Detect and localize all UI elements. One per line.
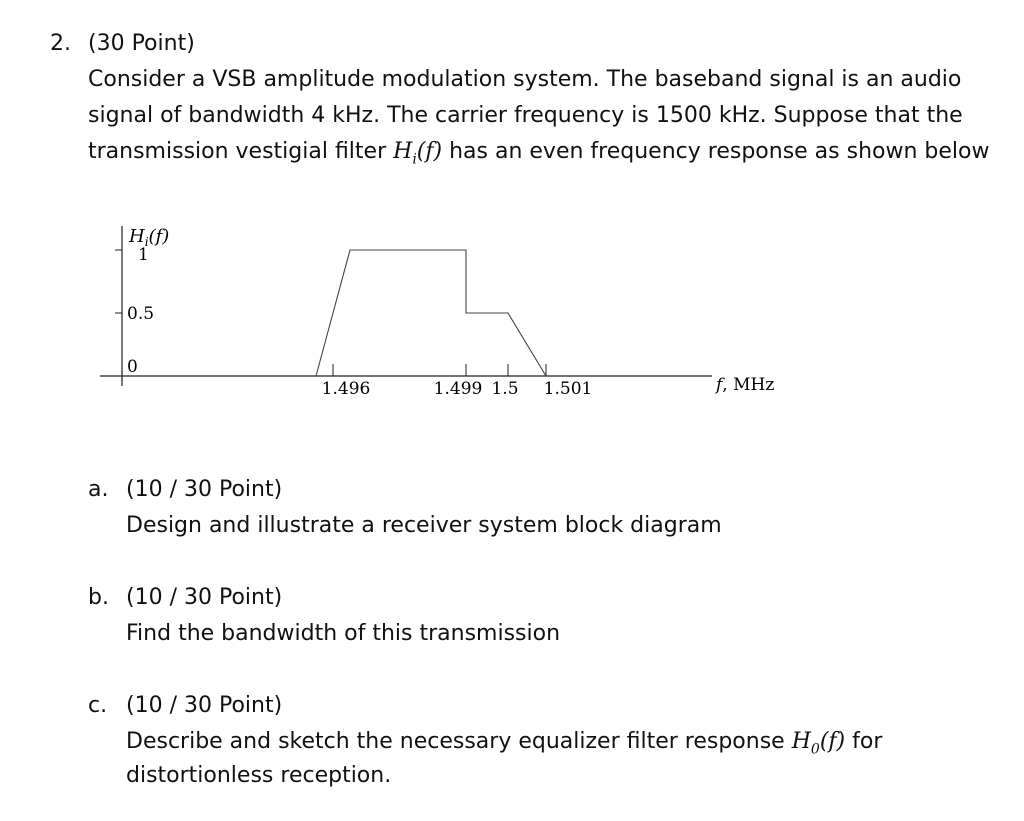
- x-axis-label: f, MHz: [716, 375, 775, 395]
- equalizer-symbol: $H_0(f)$: [791, 729, 846, 758]
- problem-line-3-post: has an even frequency response as shown below: [442, 139, 990, 164]
- filter-symbol: $H_i(f)$: [393, 139, 443, 168]
- y-tick-label: 0: [127, 357, 138, 377]
- x-tick-label: 1.501: [543, 379, 593, 399]
- y-tick-label: 1: [138, 245, 149, 265]
- response-curve: [316, 250, 546, 376]
- part-c-label: c.: [88, 693, 108, 718]
- part-a-label: a.: [88, 477, 109, 502]
- part-a-text: Design and illustrate a receiver system block diagram: [126, 513, 722, 538]
- problem-line-1: Consider a VSB amplitude modulation system. The baseband signal is an audio: [88, 67, 962, 92]
- y-axis-label: $H_i(f)$: [129, 226, 170, 249]
- problem-points: (30 Point): [88, 31, 195, 56]
- part-c-text-line-2: distortionless reception.: [126, 763, 392, 788]
- x-tick-label: 1.5: [491, 379, 519, 399]
- part-b-text: Find the bandwidth of this transmission: [126, 621, 561, 646]
- x-tick-label: 1.499: [433, 379, 483, 399]
- part-c-text-post: for: [845, 729, 883, 754]
- y-tick-label: 0.5: [127, 304, 155, 324]
- part-a-points: (10 / 30 Point): [126, 477, 283, 502]
- part-b-points: (10 / 30 Point): [126, 585, 283, 610]
- x-tick-label: 1.496: [321, 379, 371, 399]
- y-ticks: [115, 245, 154, 377]
- problem-line-2: signal of bandwidth 4 kHz. The carrier frequency is 1500 kHz. Suppose that the: [88, 103, 963, 128]
- problem-line-3-pre: transmission vestigial filter: [88, 139, 394, 164]
- part-c-text-pre: Describe and sketch the necessary equalizer filter response: [126, 729, 792, 754]
- problem-number: 2.: [50, 31, 71, 56]
- part-c-points: (10 / 30 Point): [126, 693, 283, 718]
- part-b-label: b.: [88, 585, 109, 610]
- x-ticks: [322, 364, 593, 399]
